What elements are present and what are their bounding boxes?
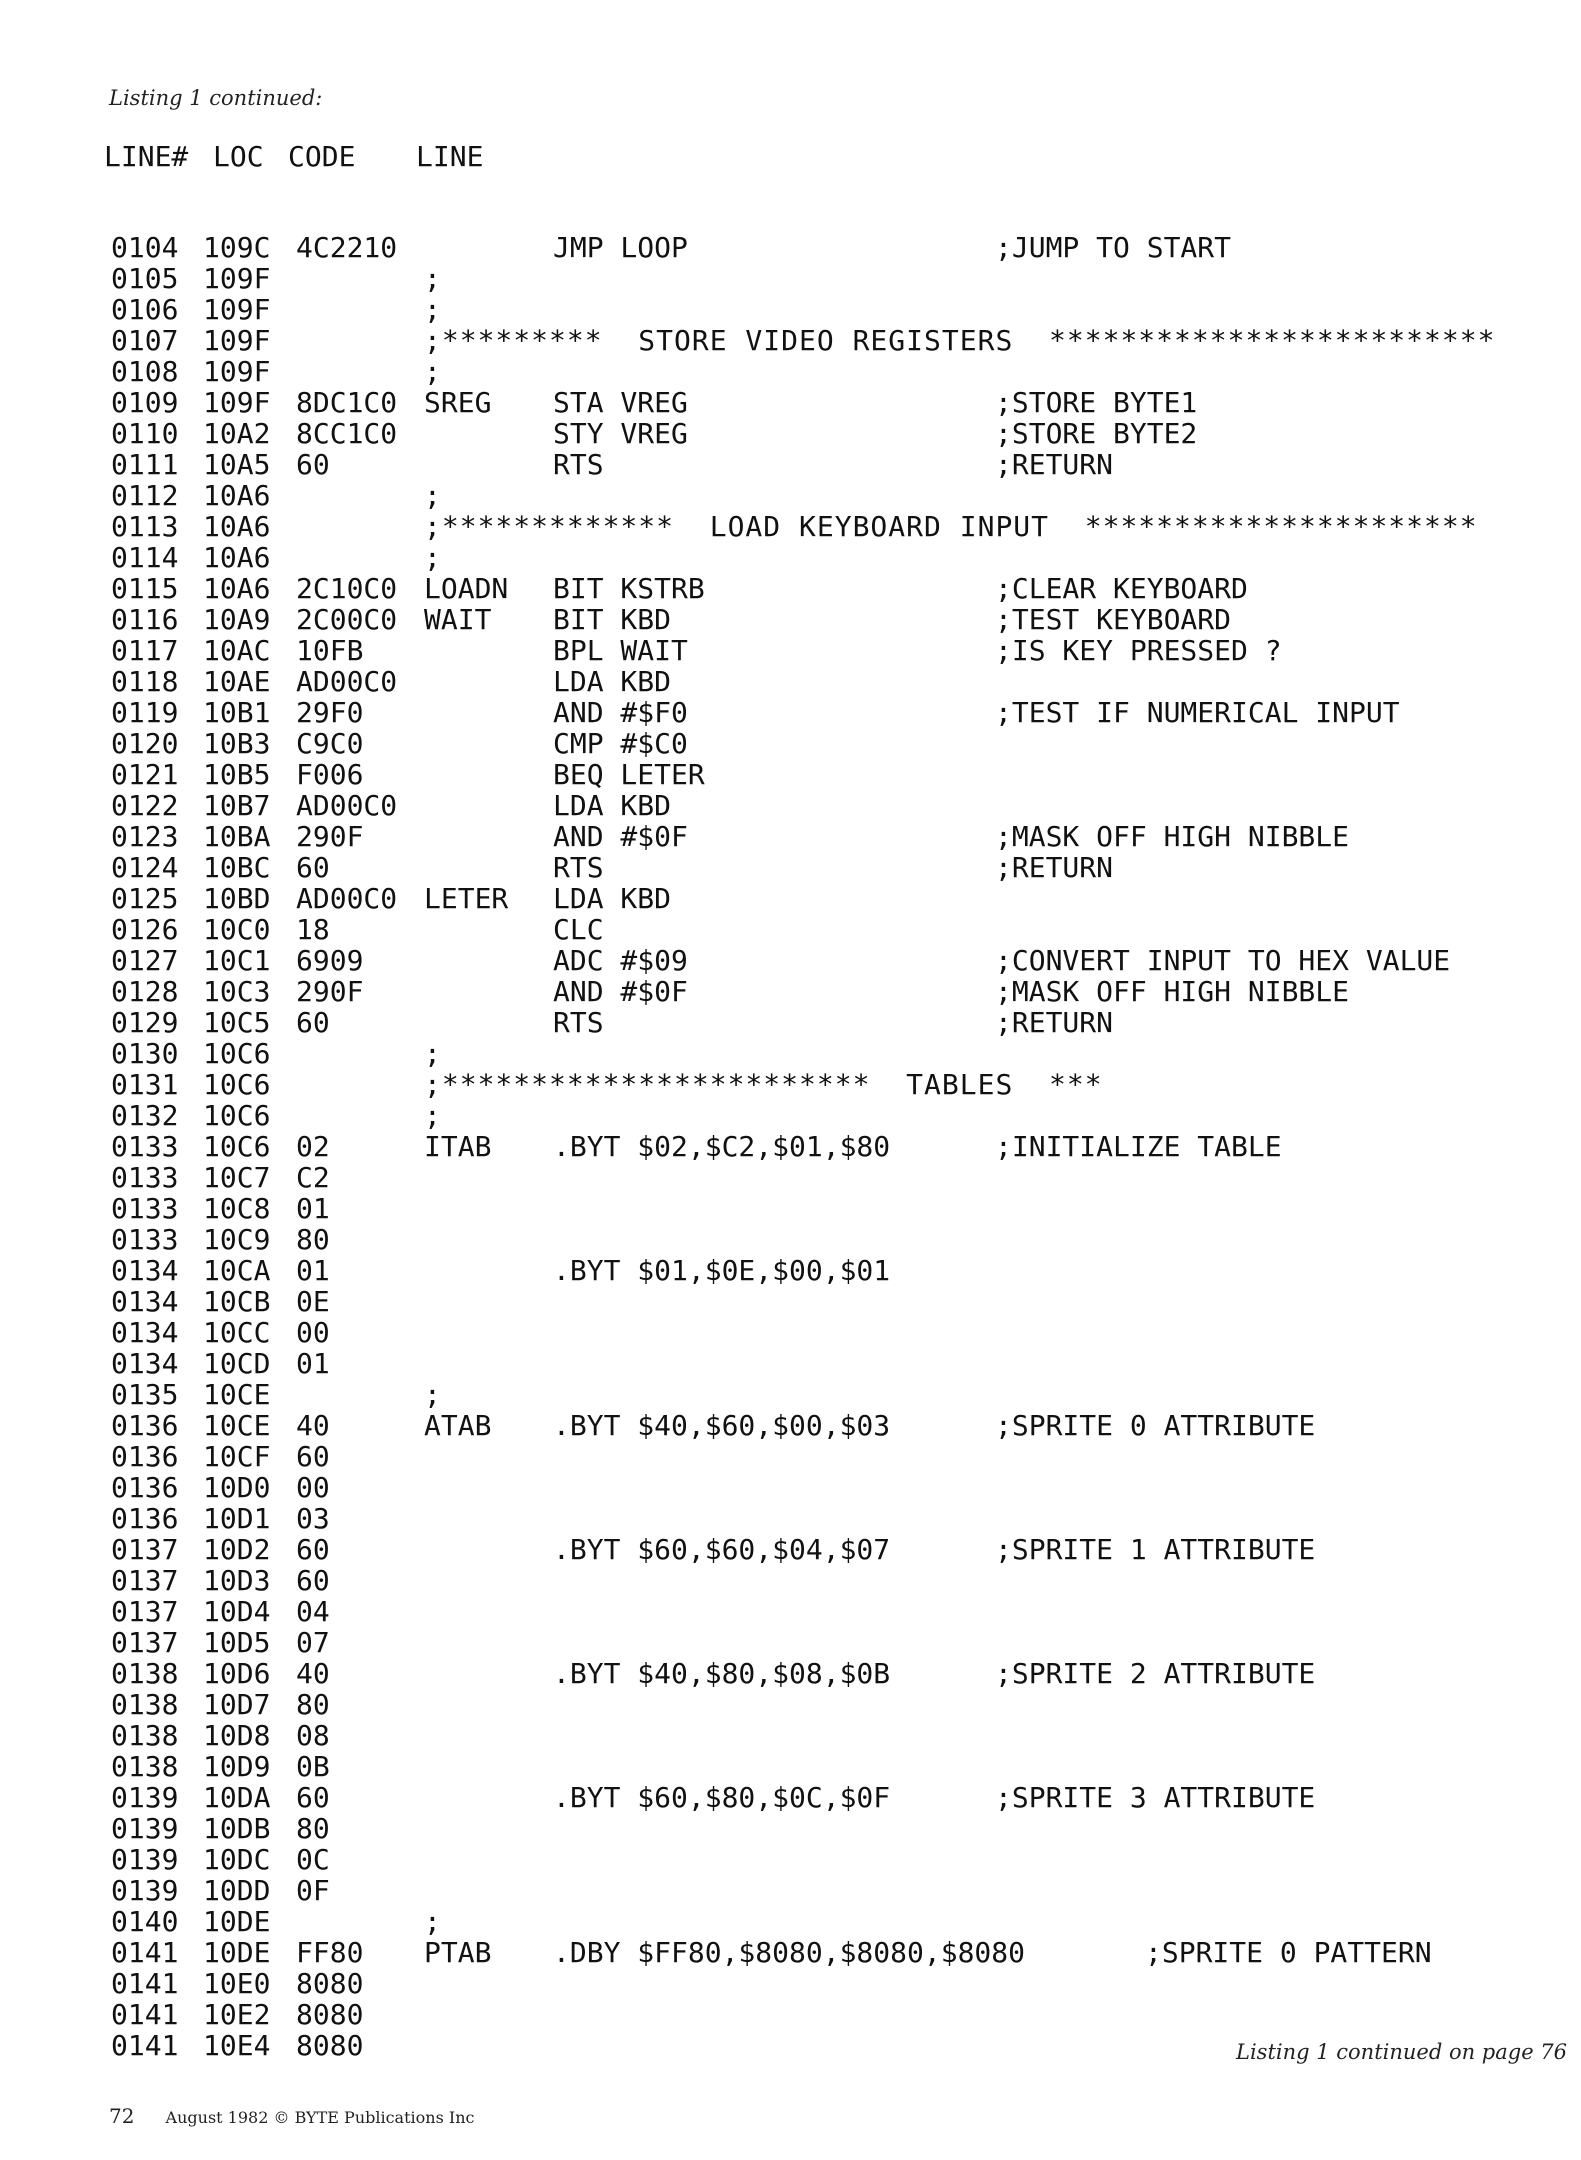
line-number: 0130 [111, 1037, 179, 1070]
listing-continued-caption: Listing 1 continued: [109, 86, 323, 110]
object-code: 290F [296, 820, 364, 853]
line-number: 0118 [111, 665, 179, 698]
operation: .DBY $FF80,$8080,$8080,$8080 [553, 1936, 1026, 1969]
object-code: 60 [296, 1781, 330, 1814]
object-code: 00 [296, 1471, 330, 1504]
comment: ;STORE BYTE2 [995, 417, 1198, 450]
object-code: 60 [296, 448, 330, 481]
comment: ;TEST KEYBOARD [995, 603, 1232, 636]
label: ; [424, 355, 441, 388]
location: 10E4 [203, 2029, 271, 2062]
header-code: CODE [288, 140, 356, 173]
label: ITAB [424, 1130, 492, 1163]
location: 10DE [203, 1936, 271, 1969]
label: PTAB [424, 1936, 492, 1969]
object-code: 2C10C0 [296, 572, 398, 605]
location: 10A2 [203, 417, 271, 450]
section-banner: ;************* LOAD KEYBOARD INPUT ********************** [424, 510, 1478, 543]
header-source-line: LINE [416, 140, 484, 173]
line-number: 0112 [111, 479, 179, 512]
label: ; [424, 1378, 441, 1411]
object-code: 40 [296, 1409, 330, 1442]
line-number: 0129 [111, 1006, 179, 1039]
line-number: 0140 [111, 1905, 179, 1938]
operation: RTS [553, 851, 604, 884]
location: 10AE [203, 665, 271, 698]
location: 10BA [203, 820, 271, 853]
location: 10C6 [203, 1130, 271, 1163]
operation: AND #$F0 [553, 696, 688, 729]
location: 10C3 [203, 975, 271, 1008]
label: LOADN [424, 572, 509, 605]
line-number: 0105 [111, 262, 179, 295]
line-number: 0137 [111, 1533, 179, 1566]
operation: .BYT $02,$C2,$01,$80 [553, 1130, 891, 1163]
object-code: 60 [296, 851, 330, 884]
label: SREG [424, 386, 492, 419]
operation: BPL WAIT [553, 634, 688, 667]
line-number: 0139 [111, 1843, 179, 1876]
location: 10A6 [203, 572, 271, 605]
object-code: AD00C0 [296, 882, 398, 915]
comment: ;RETURN [995, 1006, 1114, 1039]
comment: ;CONVERT INPUT TO HEX VALUE [995, 944, 1451, 977]
location: 10CC [203, 1316, 271, 1349]
line-number: 0135 [111, 1378, 179, 1411]
label: ATAB [424, 1409, 492, 1442]
object-code: 18 [296, 913, 330, 946]
line-number: 0141 [111, 1936, 179, 1969]
location: 10B1 [203, 696, 271, 729]
label: ; [424, 479, 441, 512]
location: 109F [203, 355, 271, 388]
object-code: 80 [296, 1688, 330, 1721]
line-number: 0127 [111, 944, 179, 977]
location: 10D1 [203, 1502, 271, 1535]
label: ; [424, 1099, 441, 1132]
line-number: 0134 [111, 1347, 179, 1380]
location: 10DC [203, 1843, 271, 1876]
line-number: 0121 [111, 758, 179, 791]
location: 109C [203, 231, 271, 264]
location: 109F [203, 386, 271, 419]
comment: ;RETURN [995, 448, 1114, 481]
location: 10D3 [203, 1564, 271, 1597]
object-code: 0F [296, 1874, 330, 1907]
line-number: 0104 [111, 231, 179, 264]
line-number: 0117 [111, 634, 179, 667]
operation: STA VREG [553, 386, 688, 419]
object-code: 03 [296, 1502, 330, 1535]
line-number: 0132 [111, 1099, 179, 1132]
comment: ;SPRITE 0 ATTRIBUTE [995, 1409, 1316, 1442]
location: 10B3 [203, 727, 271, 760]
line-number: 0136 [111, 1409, 179, 1442]
operation: BIT KSTRB [553, 572, 705, 605]
object-code: 60 [296, 1564, 330, 1597]
line-number: 0114 [111, 541, 179, 574]
comment: ;MASK OFF HIGH NIBBLE [995, 820, 1350, 853]
label: ; [424, 293, 441, 326]
operation: .BYT $60,$60,$04,$07 [553, 1533, 891, 1566]
operation: LDA KBD [553, 789, 672, 822]
line-number: 0120 [111, 727, 179, 760]
location: 10C6 [203, 1068, 271, 1101]
location: 10D4 [203, 1595, 271, 1628]
location: 10D6 [203, 1657, 271, 1690]
location: 10C9 [203, 1223, 271, 1256]
line-number: 0107 [111, 324, 179, 357]
comment: ;IS KEY PRESSED ? [995, 634, 1282, 667]
comment: ;RETURN [995, 851, 1114, 884]
line-number: 0133 [111, 1223, 179, 1256]
line-number: 0113 [111, 510, 179, 543]
operation: RTS [553, 1006, 604, 1039]
location: 109F [203, 324, 271, 357]
header-location: LOC [213, 140, 264, 173]
line-number: 0139 [111, 1812, 179, 1845]
location: 10C5 [203, 1006, 271, 1039]
object-code: 08 [296, 1719, 330, 1752]
location: 10A6 [203, 510, 271, 543]
operation: .BYT $01,$0E,$00,$01 [553, 1254, 891, 1287]
line-number: 0137 [111, 1595, 179, 1628]
object-code: 2C00C0 [296, 603, 398, 636]
page-footer [109, 2104, 474, 2128]
location: 10CF [203, 1440, 271, 1473]
operation: ADC #$09 [553, 944, 688, 977]
location: 10DA [203, 1781, 271, 1814]
comment: ;SPRITE 3 ATTRIBUTE [995, 1781, 1316, 1814]
line-number: 0136 [111, 1502, 179, 1535]
comment: ;STORE BYTE1 [995, 386, 1198, 419]
line-number: 0124 [111, 851, 179, 884]
location: 10A5 [203, 448, 271, 481]
object-code: 01 [296, 1254, 330, 1287]
line-number: 0111 [111, 448, 179, 481]
object-code: C2 [296, 1161, 330, 1194]
location: 10C1 [203, 944, 271, 977]
label: ; [424, 541, 441, 574]
object-code: 01 [296, 1347, 330, 1380]
object-code: 01 [296, 1192, 330, 1225]
object-code: 07 [296, 1626, 330, 1659]
line-number: 0110 [111, 417, 179, 450]
comment: ;CLEAR KEYBOARD [995, 572, 1248, 605]
label: ; [424, 1037, 441, 1070]
location: 10D9 [203, 1750, 271, 1783]
location: 10DD [203, 1874, 271, 1907]
label: ; [424, 262, 441, 295]
comment: ;SPRITE 0 PATTERN [1145, 1936, 1432, 1969]
object-code: F006 [296, 758, 364, 791]
footer-publication-text: August 1982 © BYTE Publications Inc [165, 2108, 475, 2127]
object-code: 8080 [296, 1998, 364, 2031]
location: 10CB [203, 1285, 271, 1318]
location: 10D5 [203, 1626, 271, 1659]
line-number: 0134 [111, 1254, 179, 1287]
operation: RTS [553, 448, 604, 481]
location: 10A6 [203, 541, 271, 574]
location: 10DB [203, 1812, 271, 1845]
location: 10C7 [203, 1161, 271, 1194]
location: 10C8 [203, 1192, 271, 1225]
line-number: 0134 [111, 1316, 179, 1349]
location: 10C0 [203, 913, 271, 946]
object-code: 0C [296, 1843, 330, 1876]
page-number: 72 [109, 2104, 135, 2128]
object-code: 04 [296, 1595, 330, 1628]
location: 10BC [203, 851, 271, 884]
object-code: 8080 [296, 2029, 364, 2062]
location: 10D8 [203, 1719, 271, 1752]
location: 109F [203, 262, 271, 295]
object-code: 02 [296, 1130, 330, 1163]
line-number: 0141 [111, 1967, 179, 2000]
location: 10CD [203, 1347, 271, 1380]
location: 10D7 [203, 1688, 271, 1721]
location: 10C6 [203, 1037, 271, 1070]
location: 10A9 [203, 603, 271, 636]
location: 10A6 [203, 479, 271, 512]
operation: LDA KBD [553, 882, 672, 915]
location: 10D2 [203, 1533, 271, 1566]
object-code: 40 [296, 1657, 330, 1690]
object-code: 0E [296, 1285, 330, 1318]
comment: ;JUMP TO START [995, 231, 1232, 264]
comment: ;TEST IF NUMERICAL INPUT [995, 696, 1400, 729]
line-number: 0122 [111, 789, 179, 822]
object-code: 8080 [296, 1967, 364, 2000]
label: ; [424, 1905, 441, 1938]
line-number: 0138 [111, 1657, 179, 1690]
operation: AND #$0F [553, 820, 688, 853]
object-code: 8CC1C0 [296, 417, 398, 450]
line-number: 0119 [111, 696, 179, 729]
line-number: 0138 [111, 1719, 179, 1752]
operation: .BYT $40,$80,$08,$0B [553, 1657, 891, 1690]
object-code: 60 [296, 1006, 330, 1039]
operation: BEQ LETER [553, 758, 705, 791]
section-banner: ;********* STORE VIDEO REGISTERS ************************* [424, 324, 1496, 357]
object-code: 00 [296, 1316, 330, 1349]
location: 10CE [203, 1409, 271, 1442]
comment: ;INITIALIZE TABLE [995, 1130, 1282, 1163]
object-code: 60 [296, 1440, 330, 1473]
line-number: 0125 [111, 882, 179, 915]
object-code: 4C2210 [296, 231, 398, 264]
location: 10B7 [203, 789, 271, 822]
operation: .BYT $60,$80,$0C,$0F [553, 1781, 891, 1814]
location: 10D0 [203, 1471, 271, 1504]
object-code: 10FB [296, 634, 364, 667]
location: 10AC [203, 634, 271, 667]
label: WAIT [424, 603, 492, 636]
line-number: 0137 [111, 1564, 179, 1597]
operation: .BYT $40,$60,$00,$03 [553, 1409, 891, 1442]
object-code: 80 [296, 1812, 330, 1845]
object-code: 0B [296, 1750, 330, 1783]
line-number: 0109 [111, 386, 179, 419]
line-number: 0137 [111, 1626, 179, 1659]
operation: JMP LOOP [553, 231, 688, 264]
line-number: 0139 [111, 1874, 179, 1907]
object-code: 6909 [296, 944, 364, 977]
location: 10E2 [203, 1998, 271, 2031]
object-code: AD00C0 [296, 665, 398, 698]
operation: AND #$0F [553, 975, 688, 1008]
object-code: FF80 [296, 1936, 364, 1969]
object-code: 80 [296, 1223, 330, 1256]
location: 10DE [203, 1905, 271, 1938]
operation: CMP #$C0 [553, 727, 688, 760]
object-code: 60 [296, 1533, 330, 1566]
line-number: 0133 [111, 1192, 179, 1225]
listing-continued-on-caption: Listing 1 continued on page 76 [1236, 2040, 1568, 2064]
line-number: 0133 [111, 1130, 179, 1163]
object-code: C9C0 [296, 727, 364, 760]
location: 10CA [203, 1254, 271, 1287]
location: 10BD [203, 882, 271, 915]
object-code: 290F [296, 975, 364, 1008]
comment: ;SPRITE 1 ATTRIBUTE [995, 1533, 1316, 1566]
object-code: 8DC1C0 [296, 386, 398, 419]
operation: BIT KBD [553, 603, 672, 636]
operation: STY VREG [553, 417, 688, 450]
line-number: 0128 [111, 975, 179, 1008]
line-number: 0134 [111, 1285, 179, 1318]
line-number: 0106 [111, 293, 179, 326]
location: 10B5 [203, 758, 271, 791]
line-number: 0115 [111, 572, 179, 605]
operation: CLC [553, 913, 604, 946]
location: 10C6 [203, 1099, 271, 1132]
section-banner: ;************************ TABLES *** [424, 1068, 1103, 1101]
operation: LDA KBD [553, 665, 672, 698]
location: 10CE [203, 1378, 271, 1411]
object-code: 29F0 [296, 696, 364, 729]
line-number: 0133 [111, 1161, 179, 1194]
header-line-number: LINE# [104, 140, 189, 173]
line-number: 0138 [111, 1750, 179, 1783]
line-number: 0108 [111, 355, 179, 388]
line-number: 0141 [111, 2029, 179, 2062]
line-number: 0123 [111, 820, 179, 853]
location: 10E0 [203, 1967, 271, 2000]
label: LETER [424, 882, 509, 915]
line-number: 0116 [111, 603, 179, 636]
line-number: 0131 [111, 1068, 179, 1101]
line-number: 0139 [111, 1781, 179, 1814]
line-number: 0126 [111, 913, 179, 946]
line-number: 0136 [111, 1440, 179, 1473]
location: 109F [203, 293, 271, 326]
line-number: 0136 [111, 1471, 179, 1504]
comment: ;MASK OFF HIGH NIBBLE [995, 975, 1350, 1008]
line-number: 0141 [111, 1998, 179, 2031]
object-code: AD00C0 [296, 789, 398, 822]
line-number: 0138 [111, 1688, 179, 1721]
comment: ;SPRITE 2 ATTRIBUTE [995, 1657, 1316, 1690]
